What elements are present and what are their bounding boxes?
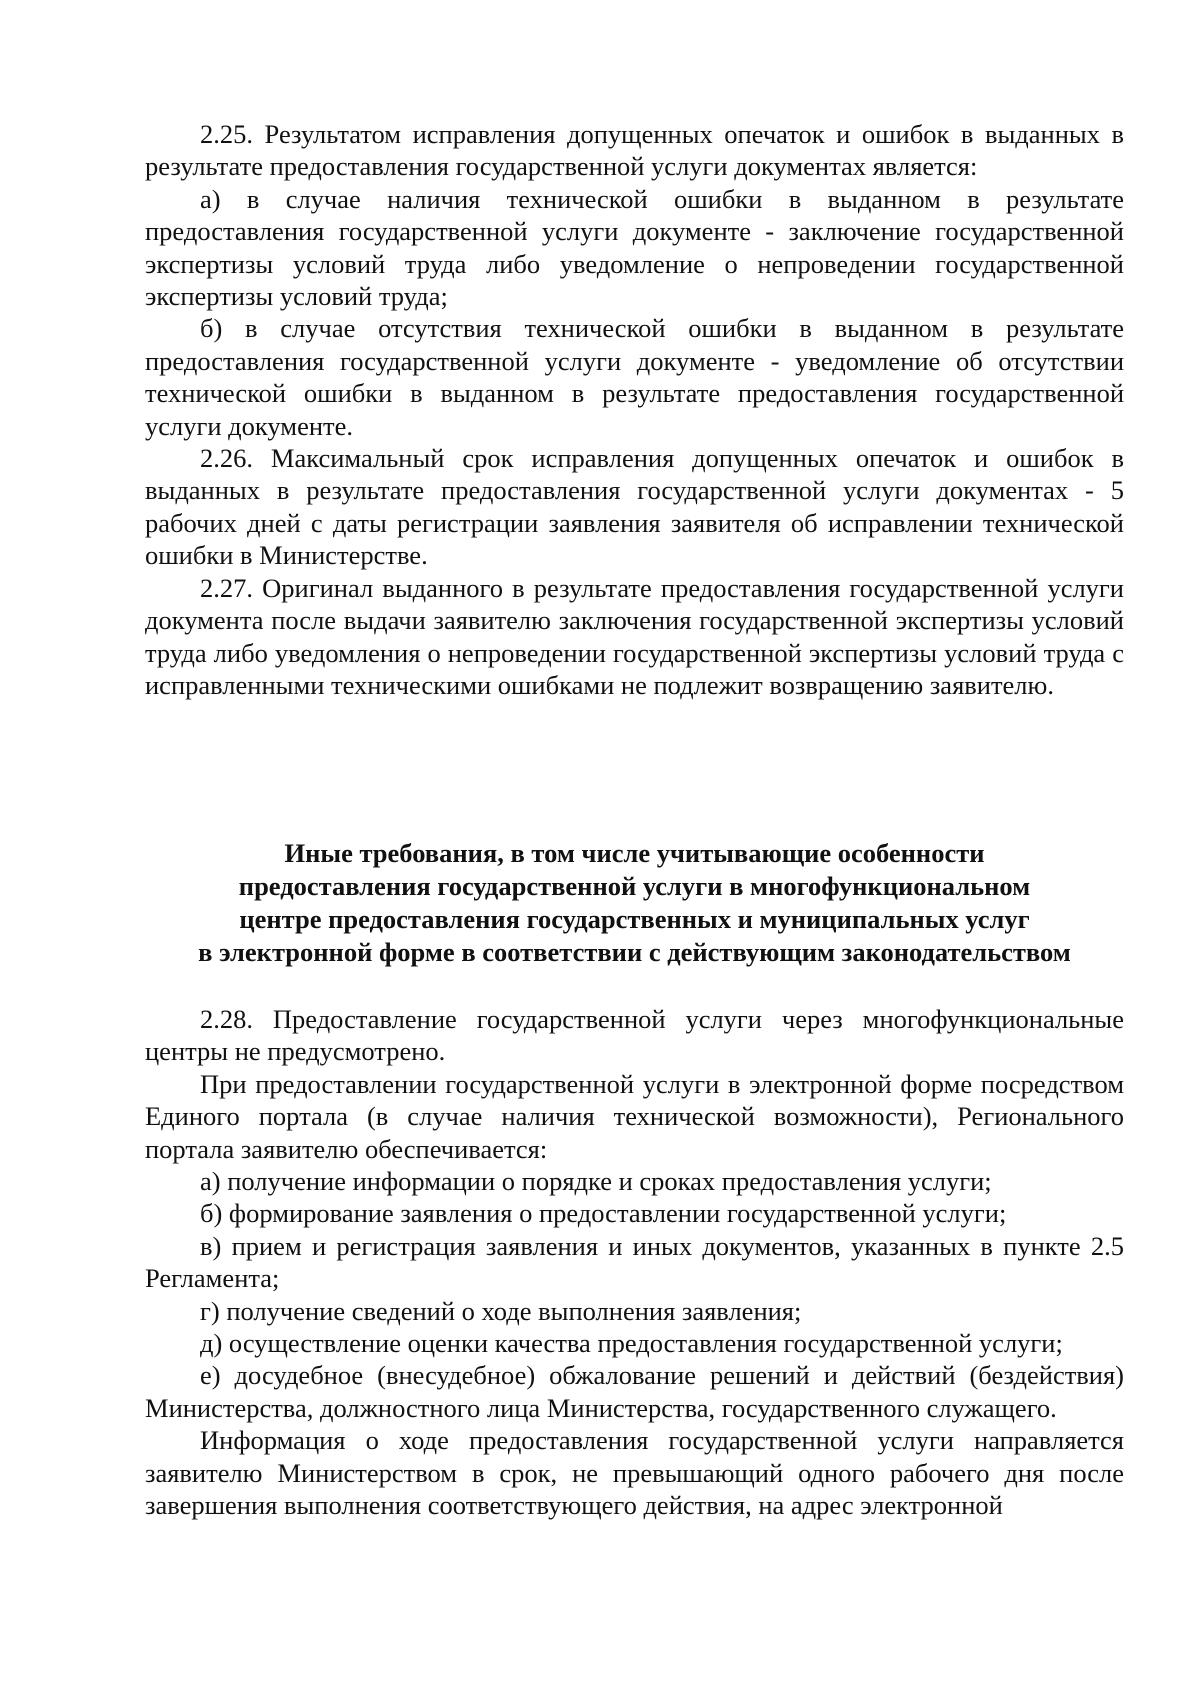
list-item-b: б) формирование заявления о предоставлении государственной услуги; [200, 1198, 1007, 1229]
paragraph-2-26: 2.26. Максимальный срок исправления допущенных опечаток и ошибок в выданных в результате предоставления государственной услуги документах - 5 рабочих дней с даты регистрации заявления заявителя об исправлении технической ошибки в Министерстве. [145, 443, 1124, 571]
list-item-d: д) осуществление оценки качества предоставления государственной услуги; [200, 1328, 1063, 1359]
bottom-text-block [145, 1003, 1124, 1522]
section-heading [145, 837, 1124, 969]
section-heading-line: предоставления государственной услуги в многофункциональном [238, 871, 1031, 901]
list-item-v: в) прием и регистрация заявления и иных документов, указанных в пункте 2.5 Регламента; [145, 1230, 1124, 1294]
paragraph-2-25-b: б) в случае отсутствия технической ошибки в выданном в результате предоставления государственной услуги документе - уведомление об отсутствии технической ошибки в выданном в результате предоставления государственной услуги документе. [145, 313, 1124, 441]
section-heading-line: в электронной форме в соответствии с действующим законодательством [198, 937, 1071, 967]
list-item-g: г) получение сведений о ходе выполнения заявления; [200, 1295, 802, 1326]
paragraph-2-28: 2.28. Предоставление государственной услуги через многофункциональные центры не предусмотрено. [145, 1004, 1124, 1067]
paragraph-2-25-a: а) в случае наличия технической ошибки в выданном в результате предоставления государственной услуги документе - заключение государственной экспертизы условий труда либо уведомление о непроведении государственной экспертизы условий труда; [145, 183, 1124, 312]
paragraph-electronic-form: При предоставлении государственной услуги в электронной форме посредством Единого портала (в случае наличия технической возможности), Регионального портала заявителю обеспечивается: [145, 1068, 1124, 1164]
section-heading-line: Иные требования, в том числе учитывающие особенности [284, 838, 985, 868]
paragraph-information: Информация о ходе предоставления государственной услуги направляется заявителю Министерством в срок, не превышающий одного рабочего дня после завершения выполнения соответствующего действия, на адрес электронной [145, 1425, 1124, 1521]
section-heading-line: центре предоставления государственных и муниципальных услуг [239, 904, 1030, 934]
top-text-block [145, 118, 1124, 701]
list-item-e: е) досудебное (внесудебное) обжалование решений и действий (бездействия) Министерства, должностного лица Министерства, государственного служащего. [145, 1360, 1124, 1423]
paragraph-2-25: 2.25. Результатом исправления допущенных опечаток и ошибок в выданных в результате предоставления государственной услуги документах является: [145, 119, 1124, 182]
paragraph-2-27: 2.27. Оригинал выданного в результате предоставления государственной услуги документа после выдачи заявителю заключения государственной экспертизы условий труда либо уведомления о непроведении государственной экспертизы условий труда с исправленными техническими ошибками не подлежит возвращению заявителю. [145, 572, 1124, 700]
list-item-a: а) получение информации о порядке и сроках предоставления услуги; [200, 1166, 992, 1197]
